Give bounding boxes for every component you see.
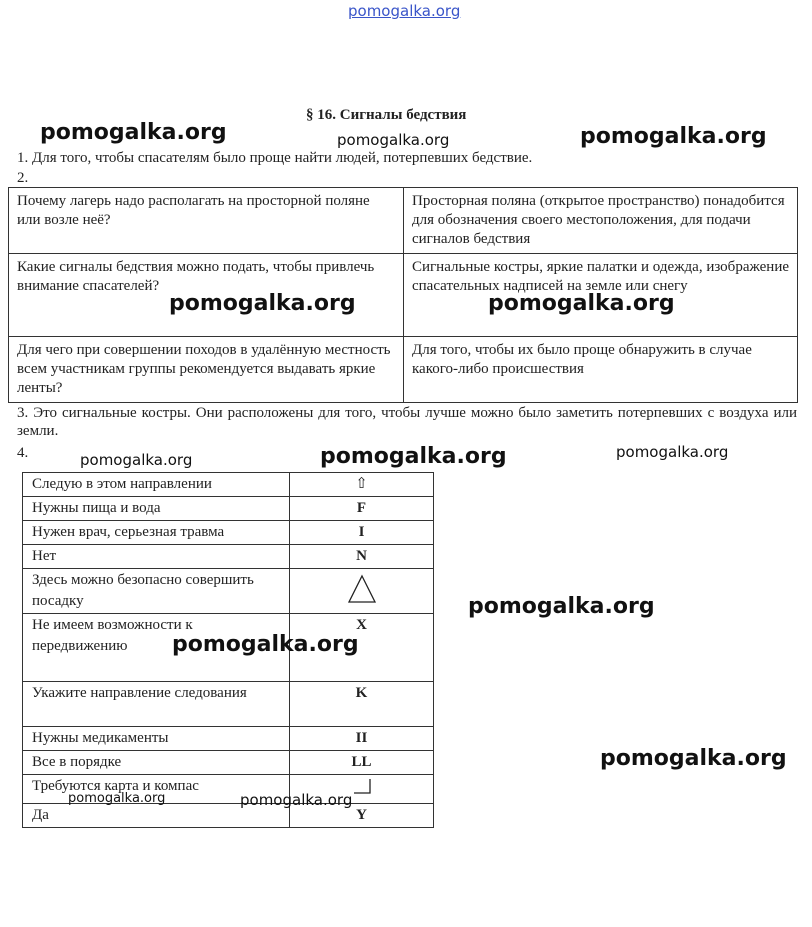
- table-row: [23, 682, 434, 727]
- item-2-number: 2.: [17, 170, 29, 186]
- signal-symbol: I: [290, 521, 434, 545]
- signal-symbol: F: [290, 497, 434, 521]
- signal-symbol: N: [290, 545, 434, 569]
- signal-symbol: LL: [290, 751, 434, 775]
- item-3-text: 3. Это сигнальные костры. Они расположены для того, чтобы лучше можно было заметить потерпевших с воздуха или земли.: [17, 405, 797, 439]
- qa-table: [8, 187, 798, 403]
- watermark: pomogalka.org: [488, 291, 675, 316]
- signal-label: Укажите направление следования: [23, 682, 290, 727]
- table-row: [23, 473, 434, 497]
- table-row: [9, 254, 798, 337]
- signal-label: Все в порядке: [23, 751, 290, 775]
- signal-label: Здесь можно безопасно совершить посадку: [23, 569, 290, 614]
- signal-label: Нужен врач, серьезная травма: [23, 521, 290, 545]
- signal-label: Нужны пища и вода: [23, 497, 290, 521]
- signal-label: Следую в этом направлении: [23, 473, 290, 497]
- signal-symbol: X: [290, 614, 434, 682]
- question-cell: Какие сигналы бедствия можно подать, чтобы привлечь внимание спасателей?: [9, 254, 404, 337]
- table-row: [23, 497, 434, 521]
- table-row: [23, 545, 434, 569]
- signal-symbol-cell: [290, 569, 434, 614]
- table-row: [23, 521, 434, 545]
- table-row: [23, 804, 434, 828]
- triangle-icon: [347, 574, 377, 611]
- signal-label: Нужны медикаменты: [23, 727, 290, 751]
- page-title: § 16. Сигналы бедствия: [306, 107, 467, 123]
- answer-cell: Сигнальные костры, яркие палатки и одежда, изображение спасательных надписей на земле или снегу: [404, 254, 798, 337]
- signal-label: Да: [23, 804, 290, 828]
- square-icon: [352, 777, 372, 802]
- watermark: pomogalka.org: [468, 594, 655, 619]
- signal-symbol: II: [290, 727, 434, 751]
- watermark: pomogalka.org: [337, 131, 450, 149]
- item-4-number: 4.: [17, 445, 29, 461]
- watermark: pomogalka.org: [320, 444, 507, 469]
- watermark: pomogalka.org: [40, 120, 227, 145]
- answer-cell: Для того, чтобы их было проще обнаружить в случае какого-либо происшествия: [404, 337, 798, 403]
- question-cell: Для чего при совершении походов в удалённую местность всем участникам группы рекомендуется выдавать яркие ленты?: [9, 337, 404, 403]
- watermark: pomogalka.org: [600, 746, 787, 771]
- watermark: pomogalka.org: [240, 791, 353, 809]
- watermark: pomogalka.org: [169, 291, 356, 316]
- watermark: pomogalka.org: [616, 443, 729, 461]
- watermark: pomogalka.org: [80, 451, 193, 469]
- answer-cell: Просторная поляна (открытое пространство) понадобится для обозначения своего местоположения, для подачи сигналов бедствия: [404, 188, 798, 254]
- table-row: [23, 751, 434, 775]
- signal-label: Нет: [23, 545, 290, 569]
- table-row: [9, 188, 798, 254]
- signal-symbol: K: [290, 682, 434, 727]
- watermark-top[interactable]: pomogalka.org: [348, 2, 461, 20]
- table-row: [23, 569, 434, 614]
- signal-label: Требуются карта и компас: [23, 775, 290, 804]
- signal-symbol: Y: [290, 804, 434, 828]
- watermark: pomogalka.org: [580, 124, 767, 149]
- table-row: [23, 727, 434, 751]
- watermark: pomogalka.org: [68, 791, 166, 806]
- item-1-text: 1. Для того, чтобы спасателям было проще найти людей, потерпевших бедствие.: [17, 150, 533, 166]
- question-cell: Почему лагерь надо располагать на просторной поляне или возле неё?: [9, 188, 404, 254]
- table-row: [9, 337, 798, 403]
- arrow-up-icon: ⇧: [290, 473, 434, 497]
- signal-label: Не имеем возможности к передвижению: [23, 614, 290, 682]
- watermark: pomogalka.org: [172, 632, 359, 657]
